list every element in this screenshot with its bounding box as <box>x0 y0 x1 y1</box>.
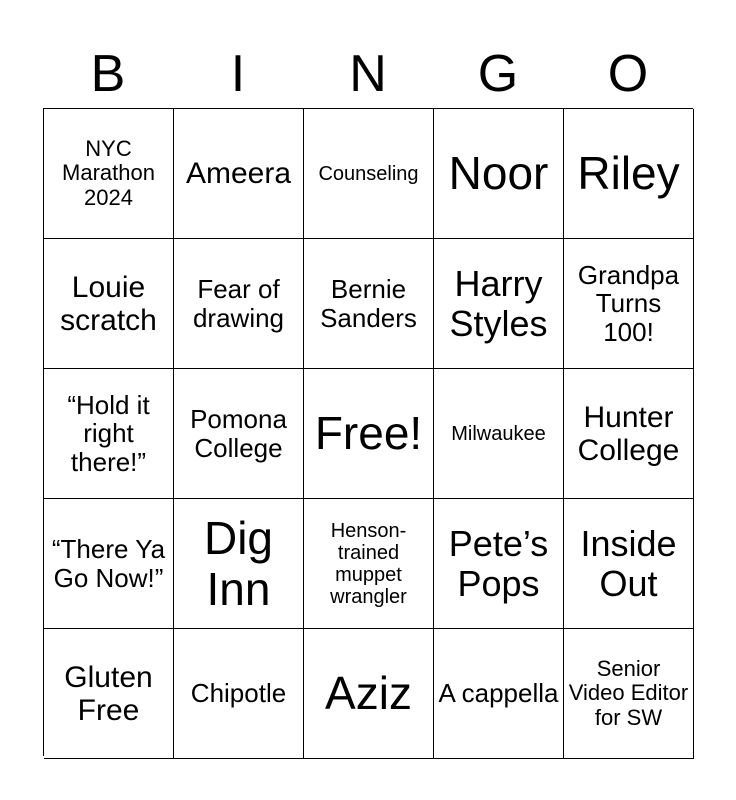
cell-label: Counseling <box>318 162 419 185</box>
bingo-cell[interactable] <box>304 629 434 759</box>
cell-label: Riley <box>577 147 680 200</box>
bingo-cell[interactable] <box>434 109 564 239</box>
cell-label: Harry Styles <box>449 262 548 344</box>
header-letter-n: N <box>349 45 387 103</box>
bingo-cell[interactable] <box>44 109 174 239</box>
bingo-cell[interactable] <box>44 369 174 499</box>
free-space-label: Free! <box>314 407 423 460</box>
cell-label: Fear of drawing <box>192 273 285 333</box>
bingo-cell[interactable] <box>174 369 304 499</box>
cell-label: NYC Marathon 2024 <box>62 136 155 210</box>
bingo-cell[interactable] <box>564 499 694 629</box>
header-letter-b: B <box>90 45 126 103</box>
bingo-cell[interactable] <box>564 109 694 239</box>
cell-label: A cappella <box>438 678 559 709</box>
cell-label: Gluten Free <box>64 660 153 727</box>
bingo-card <box>43 108 693 756</box>
cell-label: Bernie Sanders <box>320 273 417 333</box>
cell-label: Grandpa Turns 100! <box>577 259 680 347</box>
bingo-cell[interactable] <box>564 239 694 369</box>
bingo-cell[interactable] <box>304 499 434 629</box>
header-letter-g: G <box>477 45 519 103</box>
cell-label: “Hold it right there!” <box>67 389 150 477</box>
bingo-cell[interactable] <box>174 499 304 629</box>
bingo-cell[interactable] <box>434 369 564 499</box>
bingo-cell[interactable] <box>174 109 304 239</box>
cell-label: Aziz <box>325 667 412 720</box>
cell-label: Noor <box>448 147 549 200</box>
cell-label: Hunter College <box>577 400 680 467</box>
cell-label: Ameera <box>185 157 292 190</box>
bingo-cell[interactable] <box>44 239 174 369</box>
bingo-cell[interactable] <box>434 239 564 369</box>
bingo-cell[interactable] <box>174 239 304 369</box>
bingo-cell[interactable] <box>564 629 694 759</box>
cell-label: Pete’s Pops <box>448 522 549 604</box>
cell-label: Henson-trained muppet wrangler <box>330 519 407 608</box>
cell-label: Louie scratch <box>60 270 157 337</box>
bingo-cell[interactable] <box>434 499 564 629</box>
bingo-cell[interactable] <box>44 629 174 759</box>
cell-label: Pomona College <box>190 403 287 463</box>
cell-label: Milwaukee <box>451 422 546 445</box>
bingo-cell[interactable] <box>174 629 304 759</box>
bingo-cell[interactable] <box>564 369 694 499</box>
bingo-cell[interactable] <box>434 629 564 759</box>
bingo-cell[interactable] <box>44 499 174 629</box>
bingo-header <box>43 40 693 108</box>
cell-label: Inside Out <box>580 522 677 604</box>
bingo-cell[interactable] <box>304 239 434 369</box>
header-letter-o: O <box>607 45 649 103</box>
cell-label: Chipotle <box>190 678 287 709</box>
free-space-cell[interactable] <box>304 369 434 499</box>
cell-label: Senior Video Editor for SW <box>568 656 689 730</box>
bingo-cell[interactable] <box>304 109 434 239</box>
cell-label: Dig Inn <box>203 511 274 615</box>
cell-label: “There Ya Go Now!” <box>51 533 166 593</box>
header-letter-i: I <box>230 45 246 103</box>
